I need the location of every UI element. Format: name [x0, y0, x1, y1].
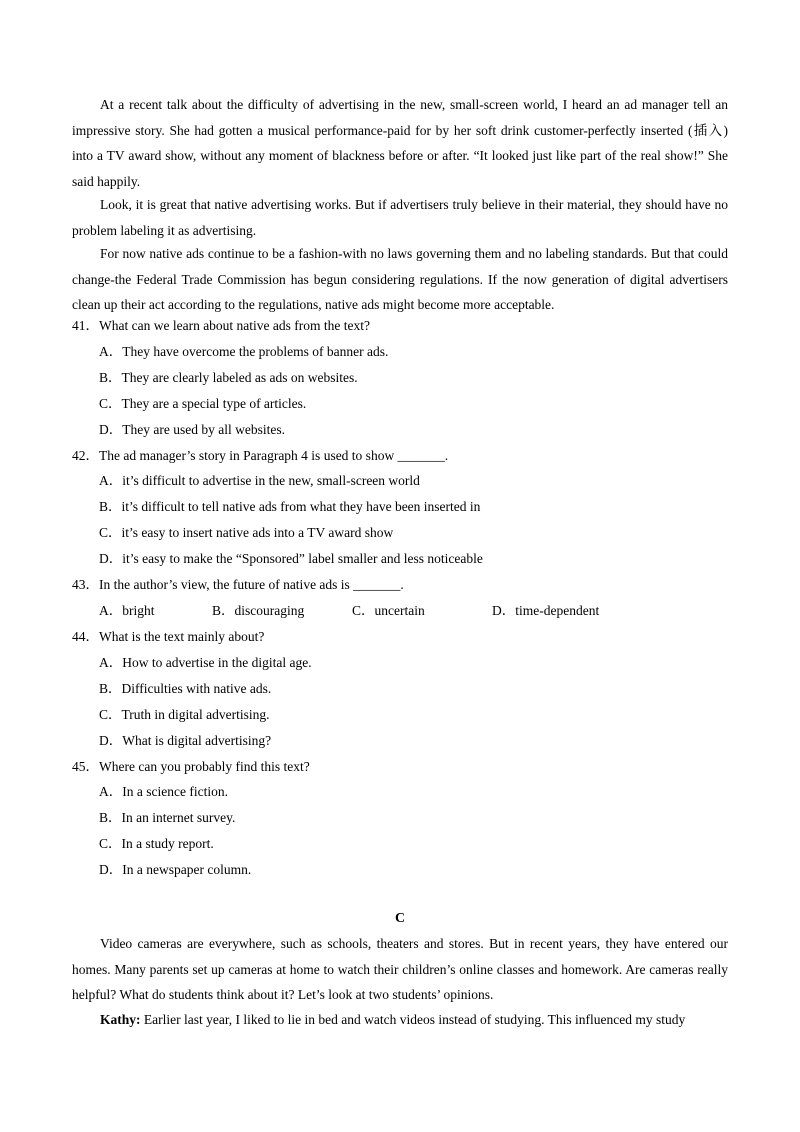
section-c-kathy-paragraph [72, 1007, 728, 1033]
question-43-option-d: D．time-dependent [492, 603, 600, 618]
question-42-option-a: A．it’s difficult to advertise in the new, small-screen world [99, 473, 420, 488]
question-41-option-c: C．They are a special type of articles. [99, 396, 307, 411]
question-44-stem: 44．What is the text mainly about? [72, 629, 265, 644]
question-41-option-d: D．They are used by all websites. [99, 422, 285, 437]
question-42-option-b: B．it’s difficult to tell native ads from what they have been inserted in [99, 499, 481, 514]
passage-b-paragraph-1: At a recent talk about the difficulty of advertising in the new, small-screen world, I heard an ad manager tell an impressive story. She had gotten a musical performance-paid for by her soft drink customer-perfectly inserted (插入) into a TV award show, without any moment of blackness before or after. “It looked just like part of the real show!” She said happily. [72, 97, 728, 189]
question-41-option-a: A．They have overcome the problems of banner ads. [99, 344, 389, 359]
question-44-option-d: D．What is digital advertising? [99, 733, 272, 748]
question-44-option-b: B．Difficulties with native ads. [99, 681, 272, 696]
passage-b-paragraph-3: For now native ads continue to be a fashion-with no laws governing them and no labeling standards. But that could change-the Federal Trade Commission has begun considering regulations. If the now generation of digital advertisers clean up their act according to the regulations, native ads might become more acceptable. [72, 246, 728, 313]
kathy-name: Kathy: [100, 1012, 141, 1027]
question-45-option-d: D．In a newspaper column. [99, 862, 252, 877]
passage-b-paragraph-2: Look, it is great that native advertising works. But if advertisers truly believe in their material, they should have no problem labeling it as advertising. [72, 197, 728, 238]
question-41-stem: 41．What can we learn about native ads from the text? [72, 318, 371, 333]
question-44-option-c: C．Truth in digital advertising. [99, 707, 270, 722]
kathy-text: Earlier last year, I liked to lie in bed and watch videos instead of studying. This influenced my study [140, 1012, 686, 1027]
question-45-stem: 45．Where can you probably find this text? [72, 759, 310, 774]
question-45-option-a: A．In a science fiction. [99, 784, 228, 799]
question-44-option-a: A．How to advertise in the digital age. [99, 655, 312, 670]
section-c-intro: Video cameras are everywhere, such as schools, theaters and stores. But in recent years, they have entered our homes. Many parents set up cameras at home to watch their children’s online classes and homework. Are cameras really helpful? What do students think about it? Let’s look at two students’ opinions. [72, 936, 728, 1003]
question-45-option-b: B．In an internet survey. [99, 810, 236, 825]
question-41-option-b: B．They are clearly labeled as ads on websites. [99, 370, 358, 385]
question-43-option-a: A．bright [99, 603, 155, 618]
question-42-option-c: C．it’s easy to insert native ads into a TV award show [99, 525, 394, 540]
section-c-title: C [394, 911, 406, 926]
question-45-option-c: C．In a study report. [99, 836, 214, 851]
question-42-option-d: D．it’s easy to make the “Sponsored” label smaller and less noticeable [99, 551, 483, 566]
question-42-stem: 42．The ad manager’s story in Paragraph 4 is used to show _______. [72, 448, 449, 463]
question-43-option-c: C．uncertain [352, 603, 425, 618]
question-43-option-b: B．discouraging [212, 603, 305, 618]
question-43-stem: 43．In the author’s view, the future of native ads is _______. [72, 577, 404, 592]
